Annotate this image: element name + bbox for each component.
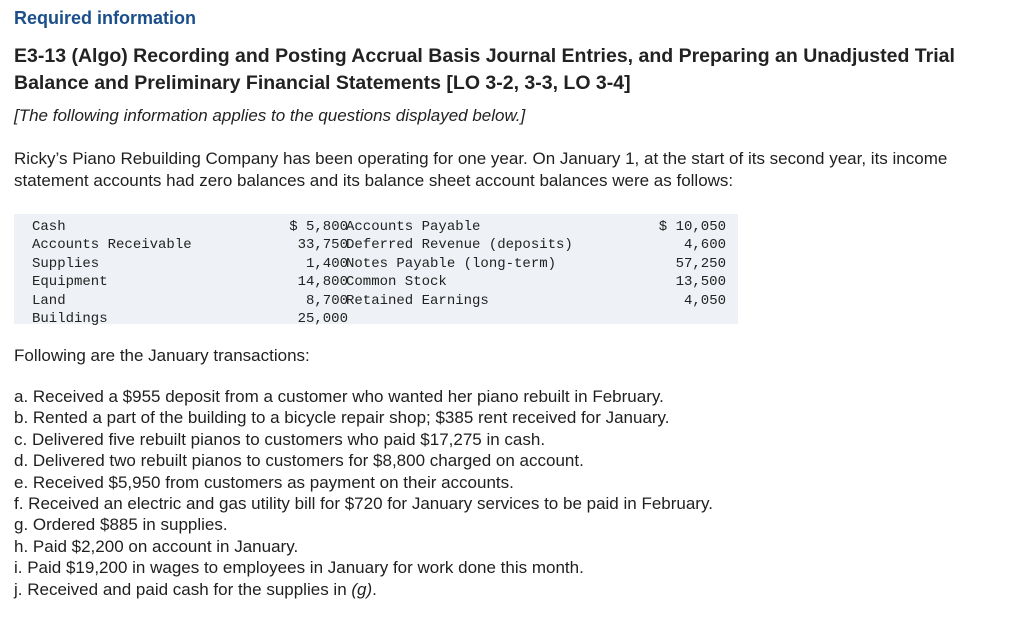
transaction-period: . — [372, 579, 377, 599]
account-amount: 25,000 — [297, 310, 348, 327]
account-amount: $ 5,800 — [289, 219, 348, 235]
right-account-column — [346, 218, 573, 310]
transaction-item: f. Received an electric and gas utility bill for $720 for January services to be paid in February. — [14, 494, 713, 514]
account-amount: 14,800 — [297, 274, 348, 291]
account-name: Notes Payable (long-term) — [346, 255, 557, 272]
transaction-list — [14, 386, 1014, 600]
account-name: Equipment — [32, 274, 108, 291]
account-name: Supplies — [32, 255, 100, 272]
account-amount: 8,700 — [305, 292, 348, 309]
transaction-item: g. Ordered $885 in supplies. — [14, 515, 228, 535]
applies-note: [The following information applies to the questions displayed below.] — [14, 106, 526, 125]
left-amount-column — [238, 218, 348, 328]
account-name: Cash — [32, 219, 66, 235]
account-name: Accounts Receivable — [32, 237, 192, 254]
account-amount: 13,500 — [675, 274, 726, 291]
problem-title: E3-13 (Algo) Recording and Posting Accrual Basis Journal Entries, and Preparing an Unadjusted Trial Balance and Preliminary Financial Statements [LO 3-2, 3-3, LO 3-4] — [14, 45, 955, 94]
transaction-item: h. Paid $2,200 on account in January. — [14, 536, 299, 556]
account-name: Common Stock — [346, 274, 447, 291]
account-amount: 57,250 — [675, 255, 726, 272]
account-amount: 33,750 — [297, 237, 348, 254]
transaction-item-j — [14, 579, 1014, 600]
transaction-item: d. Delivered two rebuilt pianos to customers for $8,800 charged on account. — [14, 451, 584, 471]
account-amount: 4,600 — [683, 237, 726, 254]
balance-sheet-table — [14, 214, 738, 327]
transaction-item: b. Rented a part of the building to a bicycle repair shop; $385 rent received for January. — [14, 408, 670, 428]
account-name: Deferred Revenue (deposits) — [346, 237, 573, 254]
left-account-column — [32, 218, 192, 328]
transaction-item: c. Delivered five rebuilt pianos to customers who paid $17,275 in cash. — [14, 429, 546, 449]
transaction-reference: (g) — [351, 579, 373, 599]
account-name: Land — [32, 292, 66, 309]
account-name: Buildings — [32, 310, 108, 327]
account-amount: 4,050 — [683, 292, 726, 309]
transaction-item: i. Paid $19,200 in wages to employees in January for work done this month. — [14, 558, 584, 578]
required-information-heading: Required information — [14, 8, 197, 28]
account-name: Retained Earnings — [346, 292, 489, 309]
transactions-heading: Following are the January transactions: — [14, 346, 310, 365]
account-amount: $ 10,050 — [658, 219, 726, 235]
transaction-item: e. Received $5,950 from customers as payment on their accounts. — [14, 472, 514, 492]
right-amount-column — [614, 218, 726, 310]
intro-paragraph: Ricky’s Piano Rebuilding Company has been operating for one year. On January 1, at the start of its second year, its income statement accounts had zero balances and its balance sheet account balances were as follows: — [14, 149, 948, 190]
account-amount: 1,400 — [305, 255, 348, 272]
transaction-item: a. Received a $955 deposit from a customer who wanted her piano rebuilt in February. — [14, 387, 664, 406]
transaction-text: j. Received and paid cash for the supplies in — [14, 579, 352, 599]
account-name: Accounts Payable — [346, 219, 481, 235]
